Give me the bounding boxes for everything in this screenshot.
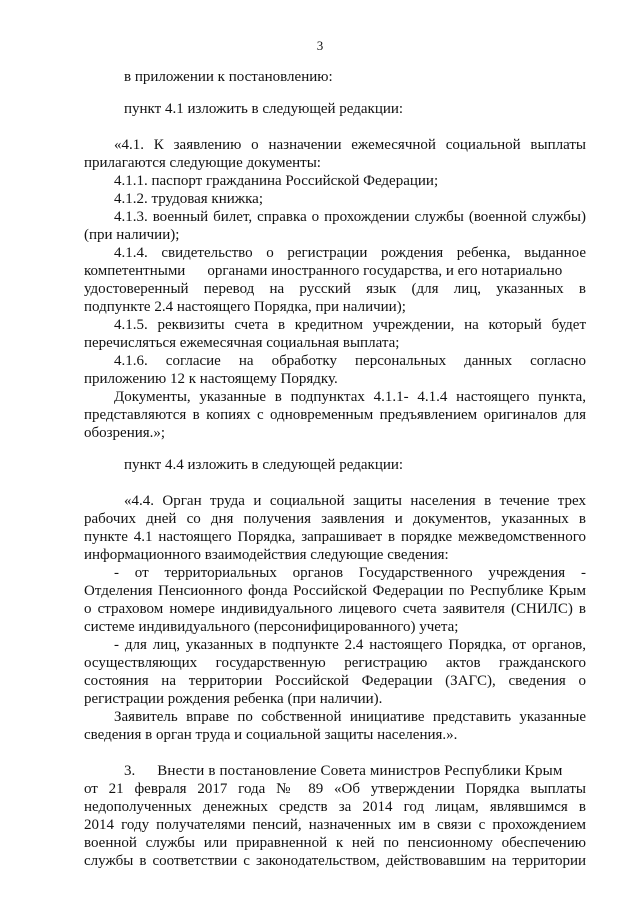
item-3-line-4: 2014 году получателями пенсий, назначенных им в связи с прохождением — [84, 817, 586, 833]
p44-applicant-line-1: Заявитель вправе по собственной инициативе представить указанные — [114, 709, 586, 725]
item-3-line-5: военной службы или приравненной к ней по пенсионному обеспечению — [84, 835, 586, 851]
p41-item-3-line-1: 4.1.3. военный билет, справка о прохождении службы (военной службы) — [114, 209, 586, 225]
p44-bullet-1-line-1: - от территориальных органов Государственного учреждения - — [114, 565, 586, 581]
p44-line-2: рабочих дней со дня получения заявления и документов, указанных в — [84, 511, 586, 527]
p41-line-1: «4.1. К заявлению о назначении ежемесячной социальной выплаты — [114, 137, 586, 153]
page-number: 3 — [316, 38, 324, 53]
p41-item-4-line-3: удостоверенный перевод на русский язык (для лиц, указанных в — [84, 281, 586, 297]
intro-point-4-4: пункт 4.4 изложить в следующей редакции: — [124, 457, 404, 473]
p41-item-4-line-2-part-1: компетентными — [84, 263, 186, 279]
p41-item-4-line-1: 4.1.4. свидетельство о регистрации рождения ребенка, выданное — [114, 245, 586, 261]
p41-docs-line-3: обозрения.»; — [84, 425, 166, 441]
p41-item-5-line-2: перечисляться ежемесячная социальная выплата; — [84, 335, 400, 351]
p44-bullet-2-line-3: состояния на территории Российской Федерации (ЗАГС), сведения о — [84, 673, 586, 689]
item-3-number: 3. — [124, 763, 136, 779]
p44-bullet-1-line-3: о страховом номере индивидуального лицевого счета заявителя (СНИЛС) в — [84, 601, 586, 617]
p41-item-6-line-1: 4.1.6. согласие на обработку персональных данных согласно — [114, 353, 586, 369]
p44-bullet-1-line-2: Отделения Пенсионного фонда Российской Федерации по Республике Крым — [84, 583, 586, 599]
p44-line-3: пункте 4.1 настоящего Порядка, запрашивает в порядке межведомственного — [84, 529, 586, 545]
p44-bullet-2-line-4: регистрации рождения ребенка (при наличии). — [84, 691, 383, 707]
item-3-line-1 — [124, 762, 586, 780]
p44-applicant-line-2: сведения в орган труда и социальной защиты населения.». — [84, 727, 458, 743]
p41-item-4-line-2 — [84, 262, 586, 280]
p44-bullet-2-line-2: осуществляющих государственную регистрацию актов гражданского — [84, 655, 586, 671]
p41-item-4-line-4: подпункте 2.4 настоящего Порядка, при наличии); — [84, 299, 406, 315]
p41-item-2: 4.1.2. трудовая книжка; — [114, 191, 264, 207]
intro-point-4-1: пункт 4.1 изложить в следующей редакции: — [124, 101, 404, 117]
p41-item-4-line-2-part-2: органами иностранного государства, и его нотариально — [207, 263, 563, 279]
p44-bullet-1-line-4: системе индивидуального (персонифицированного) учета; — [84, 619, 459, 635]
item-3-line-6: службы в соответствии с законодательством, действовавшим на территории — [84, 853, 586, 869]
item-3-text: Внести в постановление Совета министров Республики Крым — [157, 763, 563, 779]
p41-item-5-line-1: 4.1.5. реквизиты счета в кредитном учреждении, на который будет — [114, 317, 586, 333]
item-3-line-3: недополученных денежных средств за 2014 год лицам, являвшимся в — [84, 799, 586, 815]
intro-appendix: в приложении к постановлению: — [124, 69, 333, 85]
p41-line-2: прилагаются следующие документы: — [84, 155, 321, 171]
p44-bullet-2-line-1: - для лиц, указанных в подпункте 2.4 настоящего Порядка, от органов, — [114, 637, 586, 653]
p41-docs-line-2: представляются в копиях с одновременным предъявлением оригиналов для — [84, 407, 586, 423]
p41-docs-line-1: Документы, указанные в подпунктах 4.1.1- 4.1.4 настоящего пункта, — [114, 389, 586, 405]
p44-line-4: информационного взаимодействия следующие сведения: — [84, 547, 449, 563]
p44-line-1: «4.4. Орган труда и социальной защиты населения в течение трех — [124, 493, 586, 509]
p41-item-6-line-2: приложению 12 к настоящему Порядку. — [84, 371, 338, 387]
p41-item-3-line-2: (при наличии); — [84, 227, 180, 243]
p41-item-1: 4.1.1. паспорт гражданина Российской Федерации; — [114, 173, 439, 189]
item-3-line-2: от 21 февраля 2017 года № 89 «Об утверждении Порядка выплаты — [84, 781, 586, 797]
